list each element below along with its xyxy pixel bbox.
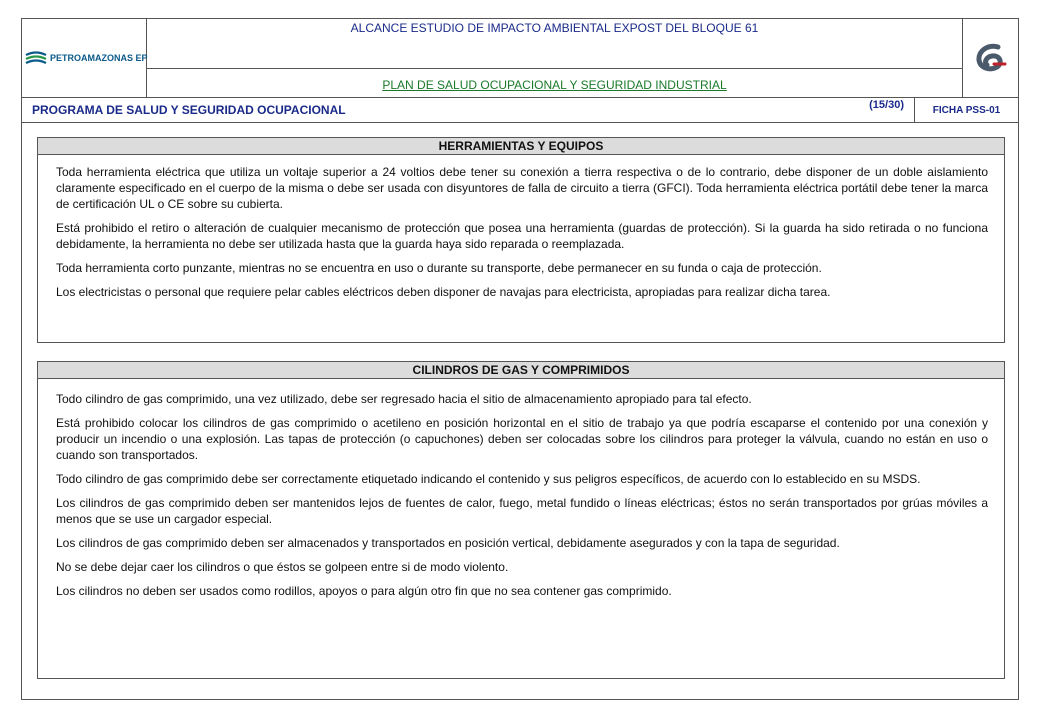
section-herramientas xyxy=(37,137,1005,343)
consultant-mark-cell xyxy=(963,19,1018,98)
section-cilindros xyxy=(37,361,1005,679)
consultant-logo-icon xyxy=(974,43,1008,73)
paragraph: Todo cilindro de gas comprimido debe ser correctamente etiquetado indicando el contenido y sus peligros específicos, de acuerdo con lo establecido en su MSDS. xyxy=(56,472,921,486)
program-title: PROGRAMA DE SALUD Y SEGURIDAD OCUPACIONAL xyxy=(32,103,346,117)
document-title: ALCANCE ESTUDIO DE IMPACTO AMBIENTAL EXPOST DEL BLOQUE 61 xyxy=(147,19,963,69)
paragraph: Todo cilindro de gas comprimido, una vez utilizado, debe ser regresado hacia el sitio de almacenamiento apropiado para tal efecto. xyxy=(56,392,752,406)
paragraph: Los electricistas o personal que requiere pelar cables eléctricos deben disponer de navajas para electricista, apropiadas para realizar dicha tarea. xyxy=(56,285,831,299)
document-header xyxy=(22,19,1018,123)
logo-cell xyxy=(22,19,147,98)
paragraph: No se debe dejar caer los cilindros o que éstos se golpeen entre si de modo violento. xyxy=(56,560,509,574)
paragraph: Está prohibido el retiro o alteración de cualquier mecanismo de protección que posea una herramienta (guardas de protección). Si la guarda ha sido retirada o no funciona debidamente, la herramienta no debe ser utilizada hasta que la guarda haya sido reparada o reemplazada. xyxy=(56,221,988,251)
document-subtitle: PLAN DE SALUD OCUPACIONAL Y SEGURIDAD INDUSTRIAL xyxy=(382,78,727,92)
paragraph: Los cilindros de gas comprimido deben ser almacenados y transportados en posición vertical, debidamente asegurados y con la tapa de seguridad. xyxy=(56,536,840,550)
section-title: CILINDROS DE GAS Y COMPRIMIDOS xyxy=(38,362,1004,379)
document-subtitle-cell xyxy=(147,69,963,98)
paragraph: Los cilindros no deben ser usados como rodillos, apoyos o para algún otro fin que no sea contener gas comprimido. xyxy=(56,584,672,598)
program-cell xyxy=(22,98,915,123)
logo-text: PETROAMAZONAS EP xyxy=(50,53,148,63)
page-indicator: (15/30) xyxy=(869,99,904,111)
document-page xyxy=(21,18,1019,700)
paragraph: Toda herramienta corto punzante, mientras no se encuentra en uso o durante su transporte, debe permanecer en su funda o caja de protección. xyxy=(56,261,822,275)
paragraph: Toda herramienta eléctrica que utiliza un voltaje superior a 24 voltios debe tener su conexión a tierra respectiva o de lo contrario, debe disponer de un doble aislamiento claramente especificado en el cuerpo de la misma o debe ser usada con disyuntores de falla de circuito a tierra (GFCI). Toda herramienta eléctrica portátil debe tener la marca de certificación UL o CE sobre su cubierta. xyxy=(56,165,988,211)
section-body xyxy=(38,155,1004,300)
petroamazonas-logo-icon xyxy=(25,51,47,65)
section-body xyxy=(38,379,1004,599)
petroamazonas-logo xyxy=(25,51,148,65)
paragraph: Los cilindros de gas comprimido deben ser mantenidos lejos de fuentes de calor, fuego, metal fundido o líneas eléctricas; éstos no serán transportados por grúas móviles a menos que se use un cargador especial. xyxy=(56,496,988,526)
paragraph: Está prohibido colocar los cilindros de gas comprimido o acetileno en posición horizontal en el sitio de trabajo ya que podría escaparse el contenido por una conexión y producir un incendio o una explosión. Las tapas de protección (o capuchones) deben ser colocadas sobre los cilindros para proteger la válvula, cuando no están en uso o cuando son transportados. xyxy=(56,416,988,462)
ficha-code: FICHA PSS-01 xyxy=(915,98,1018,123)
section-title: HERRAMIENTAS Y EQUIPOS xyxy=(38,138,1004,155)
